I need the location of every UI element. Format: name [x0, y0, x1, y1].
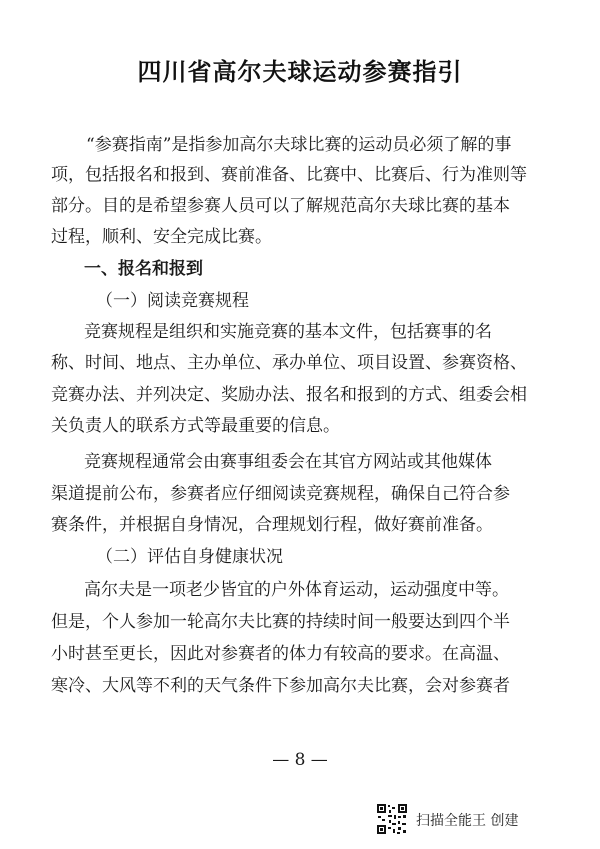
paragraph-line: 渠道提前公布，参赛者应仔细阅读竞赛规程，确保自己符合参 — [51, 484, 510, 504]
intro-line-2: 项，包括报名和报到、赛前准备、比赛中、比赛后、行为准则等 — [51, 165, 527, 185]
paragraph-line: 称、时间、地点、主办单位、承办单位、项目设置、参赛资格、 — [51, 353, 527, 373]
paragraph-line: 竞赛规程是组织和实施竞赛的基本文件，包括赛事的名 — [84, 322, 492, 342]
page-number: — 8 — — [272, 750, 328, 770]
paragraph-line: 小时甚至更长，因此对参赛者的体力有较高的要求。在高温、 — [51, 644, 510, 664]
subsection-heading: （一）阅读竞赛规程 — [96, 291, 249, 311]
scanner-watermark — [366, 800, 566, 840]
paragraph-line: 竞赛办法、并列决定、奖励办法、报名和报到的方式、组委会相 — [51, 385, 527, 405]
paragraph-line: 赛条件，并根据自身情况，合理规划行程，做好赛前准备。 — [51, 515, 493, 535]
page-title: 四川省高尔夫球运动参赛指引 — [137, 58, 463, 86]
subsection-heading: （二）评估自身健康状况 — [96, 547, 283, 567]
section-heading: 一、报名和报到 — [84, 259, 203, 279]
paragraph-line: 关负责人的联系方式等最重要的信息。 — [51, 416, 340, 436]
paragraph-line: 寒冷、大风等不利的天气条件下参加高尔夫比赛，会对参赛者 — [51, 676, 510, 696]
paragraph-line: 高尔夫是一项老少皆宜的户外体育运动，运动强度中等。 — [84, 580, 509, 600]
intro-line-1: “参赛指南”是指参加高尔夫球比赛的运动员必须了解的事 — [86, 135, 512, 155]
qr-code-icon — [376, 803, 408, 835]
paragraph-line: 竞赛规程通常会由赛事组委会在其官方网站或其他媒体 — [84, 452, 492, 472]
intro-line-3: 部分。目的是希望参赛人员可以了解规范高尔夫球比赛的基本 — [51, 196, 510, 216]
paragraph-line: 但是，个人参加一轮高尔夫比赛的持续时间一般要达到四个半 — [51, 612, 510, 632]
scanner-watermark-text: 扫描全能王 创建 — [416, 813, 519, 829]
intro-line-4: 过程，顺利、安全完成比赛。 — [51, 227, 272, 247]
